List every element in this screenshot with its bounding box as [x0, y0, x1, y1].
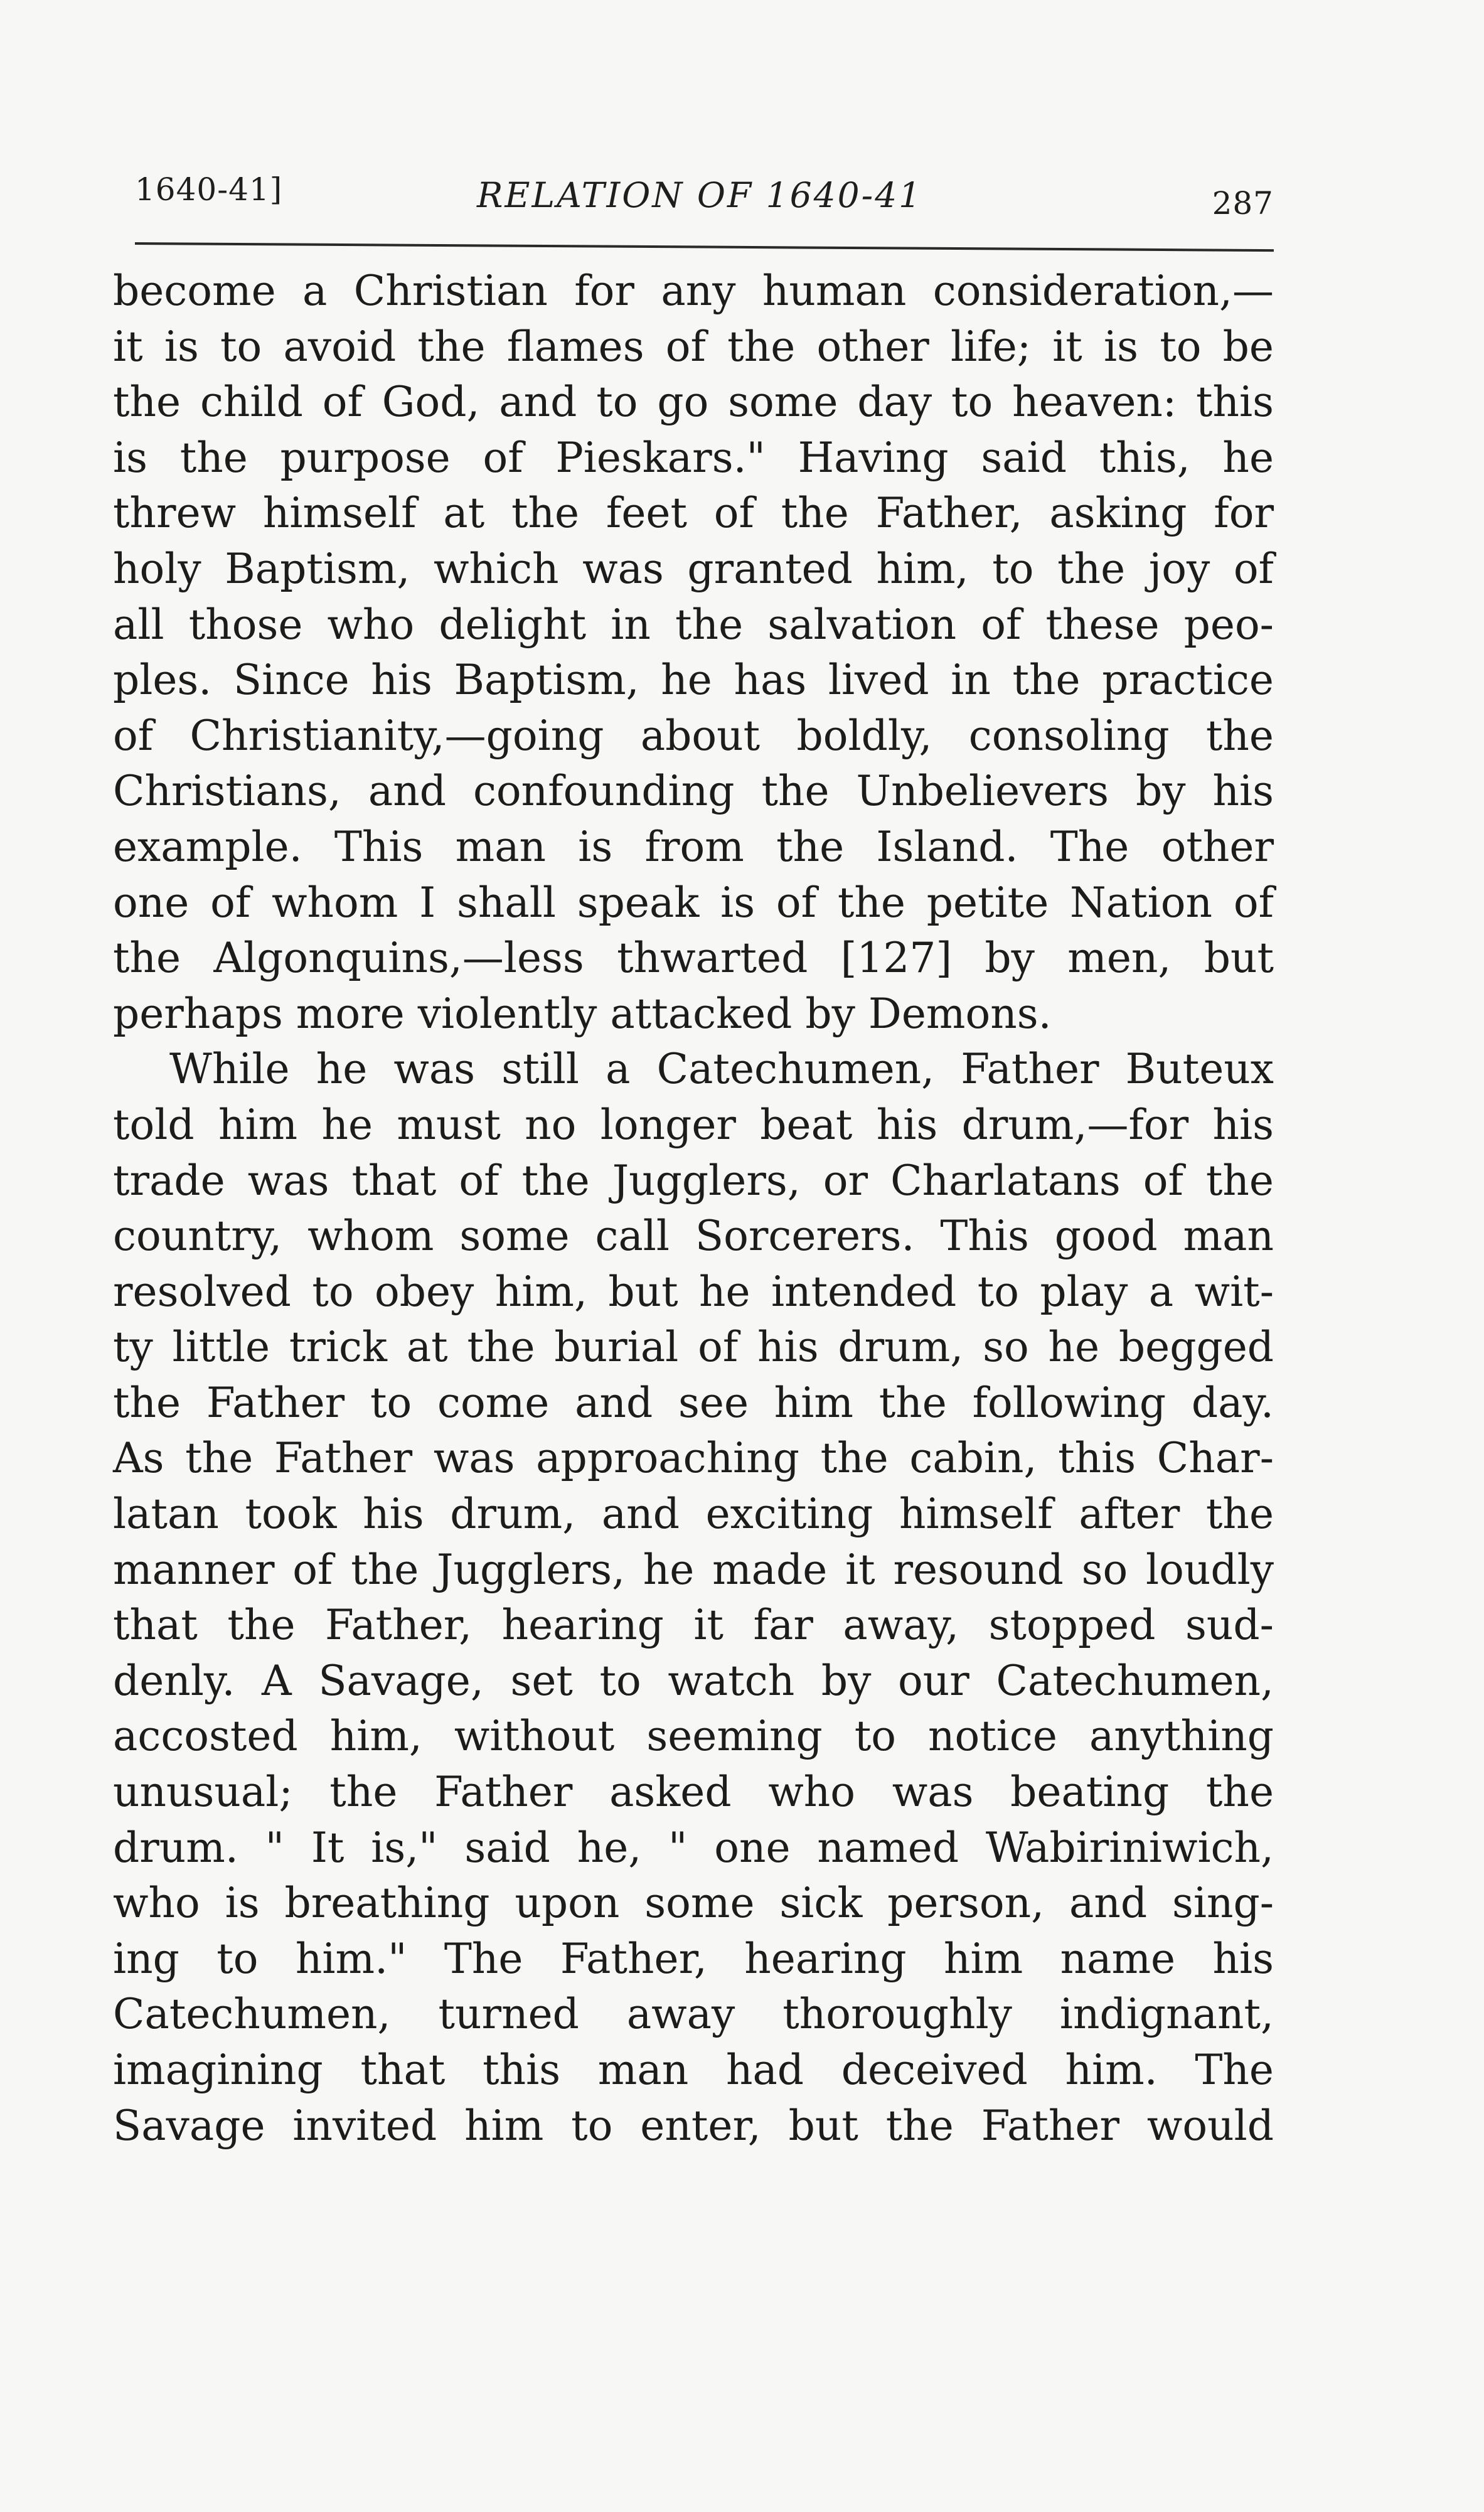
text-line: is the purpose of Pieskars." Having said this, he — [113, 433, 1274, 482]
text-line: it is to avoid the flames of the other life; it is to be — [113, 322, 1274, 371]
page-number: 287 — [1212, 185, 1274, 222]
text-line: drum. " It is," said he, " one named Wabiriniwich, — [113, 1823, 1274, 1872]
text-line: Savage invited him to enter, but the Father would — [113, 2101, 1274, 2150]
text-line: told him he must no longer beat his drum,—for his — [113, 1100, 1274, 1149]
text-line: As the Father was approaching the cabin, this Char- — [113, 1434, 1274, 1483]
text-line: become a Christian for any human consideration,— — [113, 267, 1274, 315]
text-line: country, whom some call Sorcerers. This good man — [113, 1212, 1274, 1261]
text-line: the Father to come and see him the following day. — [113, 1378, 1274, 1427]
running-header — [135, 166, 1274, 235]
text-line: perhaps more violently attacked by Demons. — [113, 989, 1052, 1038]
text-line: that the Father, hearing it far away, stopped sud- — [113, 1601, 1274, 1650]
body-text — [113, 264, 1274, 2154]
text-line: the Algonquins,—less thwarted [127] by men, but — [113, 934, 1274, 983]
text-line: of Christianity,—going about boldly, consoling the — [113, 711, 1274, 760]
text-line: example. This man is from the Island. The other — [113, 822, 1274, 871]
text-line: manner of the Jugglers, he made it resound so loudly — [113, 1545, 1274, 1594]
text-line: unusual; the Father asked who was beating the — [113, 1768, 1274, 1817]
text-line: While he was still a Catechumen, Father Buteux — [169, 1045, 1274, 1094]
header-year-range: 1640-41] — [135, 171, 283, 208]
text-line: resolved to obey him, but he intended to play a wit- — [113, 1267, 1274, 1316]
text-line: the child of God, and to go some day to heaven: this — [113, 378, 1274, 427]
text-line: Catechumen, turned away thoroughly indignant, — [113, 1990, 1274, 2039]
text-line: accosted him, without seeming to notice anything — [113, 1712, 1274, 1761]
text-line: trade was that of the Jugglers, or Charlatans of the — [113, 1156, 1274, 1205]
text-line: one of whom I shall speak is of the petite Nation of — [113, 878, 1274, 927]
text-line: all those who delight in the salvation of these peo- — [113, 600, 1274, 649]
text-line: latan took his drum, and exciting himself after the — [113, 1490, 1274, 1539]
header-rule — [135, 242, 1274, 252]
text-line: ples. Since his Baptism, he has lived in the practice — [113, 656, 1274, 705]
text-line: threw himself at the feet of the Father, asking for — [113, 489, 1274, 538]
text-line: who is breathing upon some sick person, and sing- — [113, 1879, 1274, 1928]
text-line: holy Baptism, which was granted him, to the joy of — [113, 544, 1274, 593]
text-line: ing to him." The Father, hearing him name his — [113, 1934, 1274, 1983]
header-title: RELATION OF 1640-41 — [477, 175, 923, 215]
text-line: ty little trick at the burial of his drum, so he begged — [113, 1323, 1274, 1372]
text-line: denly. A Savage, set to watch by our Catechumen, — [113, 1656, 1274, 1705]
text-line: imagining that this man had deceived him. The — [113, 2046, 1274, 2094]
text-line: Christians, and confounding the Unbelievers by his — [113, 767, 1274, 816]
